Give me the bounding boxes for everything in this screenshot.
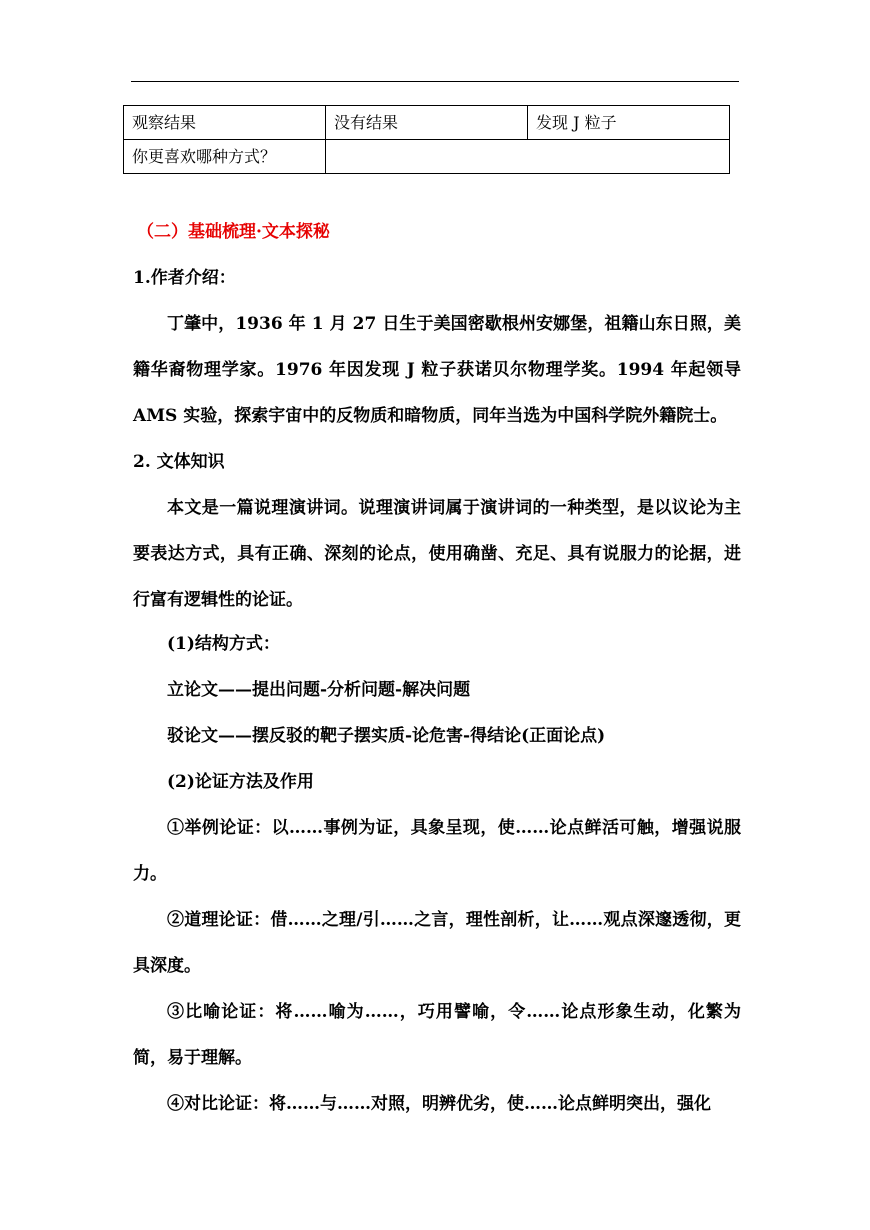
- author-paragraph: 丁肇中，1936 年 1 月 27 日生于美国密歇根州安娜堡，祖籍山东日照，美籍华裔物理学家。1976 年因发现 J 粒子获诺贝尔物理学奖。1994 年起领导 AMS 实验，探索宇宙中的反物质和暗物质，同年当选为中国科学院外籍院士。: [133, 314, 741, 426]
- genre-paragraph: 本文是一篇说理演讲词。说理演讲词属于演讲词的一种类型，是以议论为主要表达方式，具有正确、深刻的论点，使用确凿、充足、具有说服力的论据，进行富有逻辑性的论证。: [133, 498, 741, 610]
- method-example: ①举例论证：以……事例为证，具象呈现，使……论点鲜活可触，增强说服力。: [133, 818, 741, 884]
- item2-title: 2. 文体知识: [133, 452, 225, 472]
- table-cell: 没有结果: [326, 106, 528, 140]
- section-heading: （二）基础梳理·文本探秘: [137, 222, 330, 242]
- item1-title: 1.作者介绍：: [133, 268, 236, 288]
- method-reasoning: ②道理论证：借……之理/引……之言，理性剖析，让……观点深邃透彻，更具深度。: [133, 910, 741, 976]
- table-cell: 你更喜欢哪种方式？: [124, 140, 326, 174]
- comparison-table: [123, 105, 730, 174]
- header-rule: [131, 81, 739, 82]
- sub1-title: (1)结构方式：: [167, 634, 280, 654]
- table-cell: 观察结果: [124, 106, 326, 140]
- method-metaphor: ③比喻论证：将……喻为……，巧用譬喻，令……论点形象生动，化繁为简，易于理解。: [133, 1002, 741, 1068]
- method-contrast: ④对比论证：将……与……对照，明辨优劣，使……论点鲜明突出，强化: [167, 1094, 711, 1114]
- table-row: [124, 140, 730, 174]
- sub2-title: (2)论证方法及作用: [167, 772, 314, 792]
- table-row: [124, 106, 730, 140]
- table-cell: [326, 140, 730, 174]
- table-cell: 发现 J 粒子: [528, 106, 730, 140]
- structure-argument: 立论文——提出问题-分析问题-解决问题: [167, 680, 471, 700]
- structure-refutation: 驳论文——摆反驳的靶子摆实质-论危害-得结论(正面论点): [167, 726, 606, 746]
